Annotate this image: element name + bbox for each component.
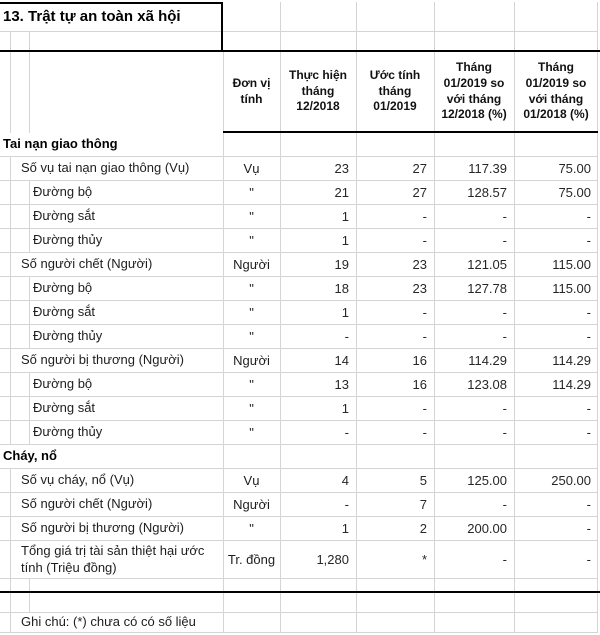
table-row[interactable] — [0, 301, 598, 325]
value-cell[interactable]: - — [344, 425, 349, 440]
unit-cell[interactable]: Người — [233, 257, 270, 272]
value-cell[interactable]: - — [586, 401, 591, 416]
value-cell[interactable]: - — [502, 209, 507, 224]
table-row[interactable] — [0, 325, 598, 349]
unit-cell[interactable]: Vụ — [243, 161, 260, 176]
table-row[interactable] — [0, 397, 598, 421]
row-label[interactable]: Cháy, nổ — [0, 445, 223, 468]
header-estimate-jan2019[interactable]: Ước tính tháng 01/2019 — [369, 67, 421, 114]
title-top-border — [0, 2, 223, 4]
value-cell[interactable]: - — [586, 305, 591, 320]
empty-row — [0, 592, 598, 613]
table-top-rule — [0, 50, 600, 52]
row-label[interactable]: Số vụ tai nạn giao thông (Vụ) — [11, 157, 223, 180]
unit-cell[interactable]: Vụ — [243, 473, 260, 488]
value-cell[interactable]: * — [421, 552, 427, 567]
row-label[interactable]: Số người bị thương (Người) — [11, 349, 223, 372]
value-cell[interactable]: - — [422, 425, 427, 440]
value-cell[interactable]: - — [586, 425, 591, 440]
unit-cell[interactable]: " — [249, 281, 254, 296]
table-row[interactable] — [0, 253, 598, 277]
row-label[interactable]: Đường bộ — [30, 181, 223, 204]
row-label[interactable]: Đường sắt — [30, 301, 223, 324]
value-cell[interactable]: - — [502, 233, 507, 248]
value-cell[interactable]: - — [502, 552, 507, 567]
unit-cell[interactable]: " — [249, 209, 254, 224]
value-cell[interactable]: 121.05 — [467, 257, 507, 272]
header-unit[interactable]: Đơn vị tính — [232, 75, 271, 106]
row-label[interactable]: Tổng giá trị tài sản thiệt hại ước tính (Triệu đồng) — [11, 541, 223, 578]
header-label-cell[interactable] — [0, 52, 223, 131]
unit-cell[interactable]: " — [249, 233, 254, 248]
unit-cell[interactable]: Người — [233, 497, 270, 512]
value-cell[interactable]: - — [422, 209, 427, 224]
value-cell[interactable]: 117.39 — [468, 161, 507, 176]
table-bottom-rule — [0, 591, 600, 593]
value-cell[interactable]: - — [586, 233, 591, 248]
value-cell[interactable]: 16 — [412, 377, 427, 392]
value-cell[interactable]: 16 — [412, 353, 427, 368]
table-row-section[interactable] — [0, 445, 598, 469]
value-cell[interactable]: - — [502, 497, 507, 512]
value-cell[interactable]: 13 — [334, 377, 349, 392]
value-cell[interactable]: - — [344, 329, 349, 344]
value-cell[interactable]: 114.29 — [552, 353, 591, 368]
unit-cell[interactable]: " — [249, 377, 254, 392]
header-actual-dec2018[interactable]: Thực hiện tháng 12/2018 — [288, 67, 348, 114]
page-title: 13. Trật tự an toàn xã hội — [0, 2, 223, 31]
value-cell[interactable]: 4 — [341, 473, 349, 488]
value-cell[interactable]: 21 — [334, 185, 349, 200]
value-cell[interactable]: - — [422, 233, 427, 248]
value-cell[interactable]: - — [422, 329, 427, 344]
unit-cell[interactable]: " — [249, 521, 254, 536]
value-cell[interactable]: - — [586, 497, 591, 512]
value-cell[interactable]: 114.29 — [552, 377, 591, 392]
value-cell[interactable]: 115.00 — [552, 257, 591, 272]
table-body — [0, 133, 598, 633]
title-right-border — [221, 2, 223, 52]
header-vs-dec2018[interactable]: Tháng 01/2019 so với tháng 12/2018 (%) — [441, 59, 507, 122]
value-cell[interactable]: 75.00 — [558, 161, 591, 176]
value-cell[interactable]: 5 — [419, 473, 427, 488]
row-label[interactable]: Số người chết (Người) — [11, 253, 223, 276]
value-cell[interactable]: 75.00 — [558, 185, 591, 200]
value-cell[interactable]: - — [502, 329, 507, 344]
value-cell[interactable]: 123.08 — [467, 377, 507, 392]
table-row[interactable] — [0, 181, 598, 205]
value-cell[interactable]: 27 — [412, 161, 427, 176]
table-row[interactable] — [0, 421, 598, 445]
table-row[interactable] — [0, 349, 598, 373]
note-row[interactable] — [0, 613, 598, 633]
table-row[interactable] — [0, 277, 598, 301]
unit-cell[interactable]: Người — [233, 353, 270, 368]
value-cell[interactable]: 1 — [341, 521, 349, 536]
value-cell[interactable]: 1 — [341, 401, 349, 416]
value-cell[interactable]: 23 — [412, 281, 427, 296]
row-label[interactable]: Số người bị thương (Người) — [11, 517, 223, 540]
value-cell[interactable]: 1 — [341, 233, 349, 248]
footnote: Ghi chú: (*) chưa có có số liệu — [11, 613, 223, 632]
value-cell[interactable]: 1 — [341, 209, 349, 224]
value-cell[interactable]: - — [344, 497, 349, 512]
row-label[interactable]: Số vụ cháy, nổ (Vụ) — [11, 469, 223, 492]
value-cell[interactable]: 250.00 — [551, 473, 591, 488]
value-cell[interactable]: 1,280 — [316, 552, 349, 567]
row-label[interactable]: Đường thủy — [30, 325, 223, 348]
value-cell[interactable]: 1 — [341, 305, 349, 320]
value-cell[interactable]: - — [502, 401, 507, 416]
value-cell[interactable]: 18 — [334, 281, 349, 296]
row-label[interactable]: Đường thủy — [30, 421, 223, 444]
value-cell[interactable]: 125.00 — [467, 473, 507, 488]
value-cell[interactable]: - — [586, 521, 591, 536]
gridline — [0, 31, 598, 32]
value-cell[interactable]: 23 — [334, 161, 349, 176]
value-cell[interactable]: - — [586, 552, 591, 567]
table-row[interactable] — [0, 373, 598, 397]
value-cell[interactable]: 200.00 — [467, 521, 507, 536]
unit-cell[interactable]: " — [249, 425, 254, 440]
value-cell[interactable]: - — [422, 305, 427, 320]
header-vs-jan2018[interactable]: Tháng 01/2019 so với tháng 01/2018 (%) — [523, 59, 589, 122]
value-cell[interactable]: 127.78 — [467, 281, 507, 296]
table-header — [0, 52, 598, 131]
row-label[interactable]: Đường sắt — [30, 397, 223, 420]
value-cell[interactable]: - — [502, 425, 507, 440]
value-cell[interactable]: 2 — [419, 521, 427, 536]
value-cell[interactable]: 114.29 — [468, 353, 507, 368]
value-cell[interactable]: - — [422, 401, 427, 416]
table-row-total[interactable] — [0, 541, 598, 579]
row-label[interactable]: Đường thủy — [30, 229, 223, 252]
unit-cell[interactable]: " — [249, 185, 254, 200]
unit-cell[interactable]: Tr. đồng — [227, 552, 276, 567]
row-label[interactable]: Đường sắt — [30, 205, 223, 228]
value-cell[interactable]: 7 — [419, 497, 427, 512]
value-cell[interactable]: - — [586, 209, 591, 224]
value-cell[interactable]: 115.00 — [552, 281, 591, 296]
value-cell[interactable]: 14 — [334, 353, 349, 368]
row-label[interactable]: Đường bộ — [30, 373, 223, 396]
table-row[interactable] — [0, 493, 598, 517]
table-row[interactable] — [0, 229, 598, 253]
value-cell[interactable]: 27 — [412, 185, 427, 200]
table-row[interactable] — [0, 469, 598, 493]
row-label[interactable]: Đường bộ — [30, 277, 223, 300]
value-cell[interactable]: 128.57 — [467, 185, 507, 200]
unit-cell[interactable]: " — [249, 401, 254, 416]
table-row[interactable] — [0, 205, 598, 229]
row-label[interactable]: Tai nạn giao thông — [0, 133, 223, 156]
unit-cell[interactable]: " — [249, 305, 254, 320]
header-bottom-rule — [223, 131, 598, 133]
table-row[interactable] — [0, 517, 598, 541]
unit-cell[interactable]: " — [249, 329, 254, 344]
value-cell[interactable]: - — [502, 305, 507, 320]
value-cell[interactable]: 19 — [334, 257, 349, 272]
table-row[interactable] — [0, 157, 598, 181]
table-row-section[interactable] — [0, 133, 598, 157]
value-cell[interactable]: 23 — [412, 257, 427, 272]
value-cell[interactable]: - — [586, 329, 591, 344]
row-label[interactable]: Số người chết (Người) — [11, 493, 223, 516]
